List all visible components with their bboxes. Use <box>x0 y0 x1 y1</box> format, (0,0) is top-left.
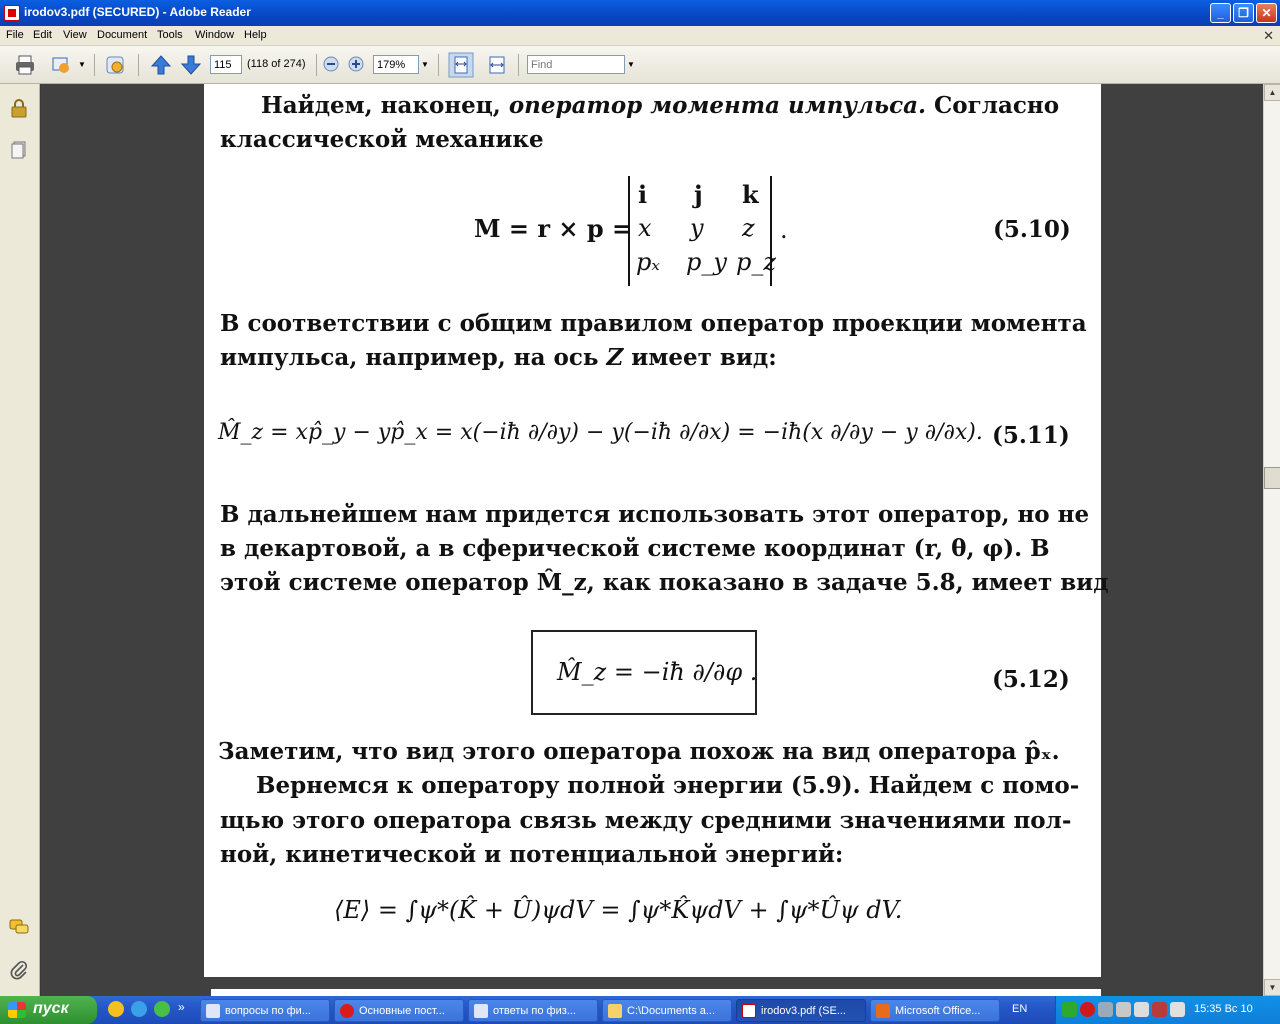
taskbar-item-active[interactable] <box>736 999 866 1022</box>
minimize-button[interactable]: _ <box>1210 3 1231 23</box>
page-count: (118 of 274) <box>247 58 306 70</box>
window-title: irodov3.pdf (SECURED) - Adobe Reader <box>24 5 251 19</box>
document-viewport[interactable] <box>41 84 1263 996</box>
language-indicator[interactable]: EN <box>1012 1003 1028 1015</box>
taskbar-item-label: irodov3.pdf (SE... <box>761 1005 846 1017</box>
find-input[interactable] <box>527 55 625 74</box>
equation-energy: ⟨E⟩ = ∫ψ*(K̂ + Û)ψdV = ∫ψ*K̂ψdV + ∫ψ*Ûψ dV. <box>334 896 903 924</box>
start-label: пуск <box>33 1000 69 1017</box>
toolbar-separator <box>438 54 439 76</box>
scroll-down-icon[interactable]: ▼ <box>1264 979 1280 996</box>
title-bar <box>0 0 1280 26</box>
menu-view[interactable]: View <box>63 29 87 41</box>
matrix-cell: z <box>742 214 755 242</box>
matrix-cell: p_y <box>686 248 727 276</box>
text-run-italic: оператор момента импульса. <box>508 92 926 119</box>
taskbar-item-label: Основные пост... <box>359 1005 445 1017</box>
volume-icon[interactable] <box>1170 1002 1185 1017</box>
taskbar-item[interactable] <box>468 999 598 1022</box>
scrollbar-thumb[interactable] <box>1264 467 1280 489</box>
taskbar-item[interactable] <box>334 999 464 1022</box>
chevron-down-icon[interactable]: ▼ <box>78 60 86 69</box>
matrix-cell: x <box>638 214 652 242</box>
pdf-app-icon <box>4 5 20 21</box>
hand-tool-icon[interactable] <box>104 54 126 76</box>
flag-icon[interactable] <box>1152 1002 1167 1017</box>
tray-icon[interactable] <box>1080 1002 1095 1017</box>
clock[interactable]: 15:35 Вс 10 <box>1194 1003 1253 1015</box>
zoom-in-icon[interactable] <box>347 55 365 73</box>
zoom-level-input[interactable] <box>373 55 419 74</box>
previous-page-icon[interactable] <box>150 54 172 76</box>
navigation-pane <box>0 84 40 996</box>
paragraph-5-line-2: щью этого оператора связь между средними значениями пол- <box>220 807 1072 834</box>
paragraph-2-line-2 <box>220 344 777 371</box>
quicklaunch-more-icon[interactable]: » <box>178 1000 185 1014</box>
quicklaunch-icon[interactable] <box>108 1001 124 1017</box>
maximize-button[interactable]: ❐ <box>1233 3 1254 23</box>
folder-icon <box>608 1004 622 1018</box>
paragraph-3-line-3: этой системе оператор M̂_z, как показано в задаче 5.8, имеет вид <box>220 569 1109 596</box>
comments-icon[interactable] <box>9 917 29 937</box>
equation-5-12-box <box>531 630 757 715</box>
equation-number: (5.11) <box>992 422 1070 449</box>
next-page-icon[interactable] <box>180 54 202 76</box>
paragraph-5-line-1: Вернемся к оператору полной энергии (5.9). Найдем с помо- <box>256 772 1080 799</box>
menu-edit[interactable]: Edit <box>33 29 52 41</box>
matrix-cell: y <box>690 214 704 242</box>
text-run: импульса, например, на ось <box>220 344 599 371</box>
print-icon[interactable] <box>14 54 36 76</box>
paragraph-2-line-1: В соответствии с общим правилом оператор проекции момента <box>220 310 1087 337</box>
attachments-icon[interactable] <box>9 960 29 980</box>
taskbar-item[interactable] <box>200 999 330 1022</box>
equation-number: (5.12) <box>992 666 1070 693</box>
equation-5-12: M̂_z = −iħ ∂/∂φ . <box>557 658 758 686</box>
menu-tools[interactable]: Tools <box>157 29 183 41</box>
quicklaunch-icon[interactable] <box>154 1001 170 1017</box>
office-icon <box>876 1004 890 1018</box>
word-document-icon <box>474 1004 488 1018</box>
page-number-input[interactable] <box>210 55 242 74</box>
tray-icon[interactable] <box>1098 1002 1113 1017</box>
text-run-italic: Z <box>606 344 624 371</box>
word-document-icon <box>206 1004 220 1018</box>
equation-period: . <box>780 216 788 244</box>
text-run: имеет вид: <box>631 344 777 371</box>
taskbar-item-label: C:\Documents a... <box>627 1005 716 1017</box>
toolbar-separator <box>138 54 139 76</box>
menu-window[interactable]: Window <box>195 29 235 41</box>
taskbar-item-label: Microsoft Office... <box>895 1005 981 1017</box>
fit-width-icon[interactable] <box>486 54 508 76</box>
zoom-dropdown-chevron-icon[interactable]: ▼ <box>421 60 429 69</box>
equation-5-10-matrix <box>628 176 777 286</box>
email-print-icon[interactable] <box>50 54 72 76</box>
pdf-next-page <box>211 989 1101 996</box>
menu-bar <box>0 26 1280 46</box>
equation-5-11: M̂_z = xp̂_y − yp̂_x = x(−iħ ∂/∂y) − y(−iħ ∂/∂x) = −iħ(x ∂/∂y − y ∂/∂x). <box>218 420 983 445</box>
toolbar-separator <box>518 54 519 76</box>
pdf-icon <box>742 1004 756 1018</box>
taskbar <box>0 996 1280 1024</box>
taskbar-item-label: вопросы по фи... <box>225 1005 311 1017</box>
toolbar-separator <box>94 54 95 76</box>
pdf-page <box>204 84 1109 977</box>
scroll-up-icon[interactable]: ▲ <box>1264 84 1280 101</box>
vertical-scrollbar[interactable] <box>1263 84 1280 996</box>
menu-document[interactable]: Document <box>97 29 148 41</box>
toolbar-separator <box>316 54 317 76</box>
tray-icon[interactable] <box>1134 1002 1149 1017</box>
tray-icon[interactable] <box>1116 1002 1131 1017</box>
tray-icon[interactable] <box>1062 1002 1077 1017</box>
taskbar-item[interactable] <box>602 999 732 1022</box>
windows-logo-icon <box>8 1002 26 1018</box>
paragraph-1-line-2: классической механике <box>220 126 544 153</box>
system-tray <box>1055 996 1280 1024</box>
paragraph-3-line-2: в декартовой, а в сферической системе координат (r, θ, φ). В <box>220 535 1050 562</box>
close-button[interactable]: ✕ <box>1256 3 1277 23</box>
paragraph-3-line-1: В дальнейшем нам придется использовать этот оператор, но не <box>220 501 1090 528</box>
paragraph-4-line-1: Заметим, что вид этого оператора похож на вид оператора p̂ₓ. <box>218 738 1060 765</box>
menu-help[interactable]: Help <box>244 29 267 41</box>
paragraph-5-line-3: ной, кинетической и потенциальной энергий: <box>220 841 844 868</box>
pages-icon[interactable] <box>9 140 29 160</box>
close-document-icon[interactable]: ✕ <box>1263 28 1274 43</box>
taskbar-item-label: ответы по физ... <box>493 1005 576 1017</box>
toolbar <box>0 46 1280 84</box>
internet-explorer-icon[interactable] <box>131 1001 147 1017</box>
taskbar-item[interactable] <box>870 999 1000 1022</box>
matrix-cell: j <box>694 180 703 209</box>
equation-5-10-lhs: M = r × p = <box>474 214 633 243</box>
find-dropdown-chevron-icon[interactable]: ▼ <box>627 60 635 69</box>
opera-icon <box>340 1004 354 1018</box>
equation-number: (5.10) <box>993 216 1071 243</box>
fit-page-icon[interactable] <box>448 52 474 78</box>
menu-file[interactable]: File <box>6 29 24 41</box>
paragraph-1-line-1 <box>261 92 1059 119</box>
start-button[interactable] <box>0 996 97 1024</box>
matrix-cell: k <box>742 180 759 209</box>
lock-icon[interactable] <box>9 98 29 118</box>
text-run: Найдем, наконец, <box>261 92 501 119</box>
matrix-cell: p_z <box>736 248 777 276</box>
matrix-cell: i <box>638 180 648 209</box>
text-run: Согласно <box>934 92 1060 119</box>
matrix-cell: pₓ <box>636 248 660 276</box>
zoom-out-icon[interactable] <box>322 55 340 73</box>
